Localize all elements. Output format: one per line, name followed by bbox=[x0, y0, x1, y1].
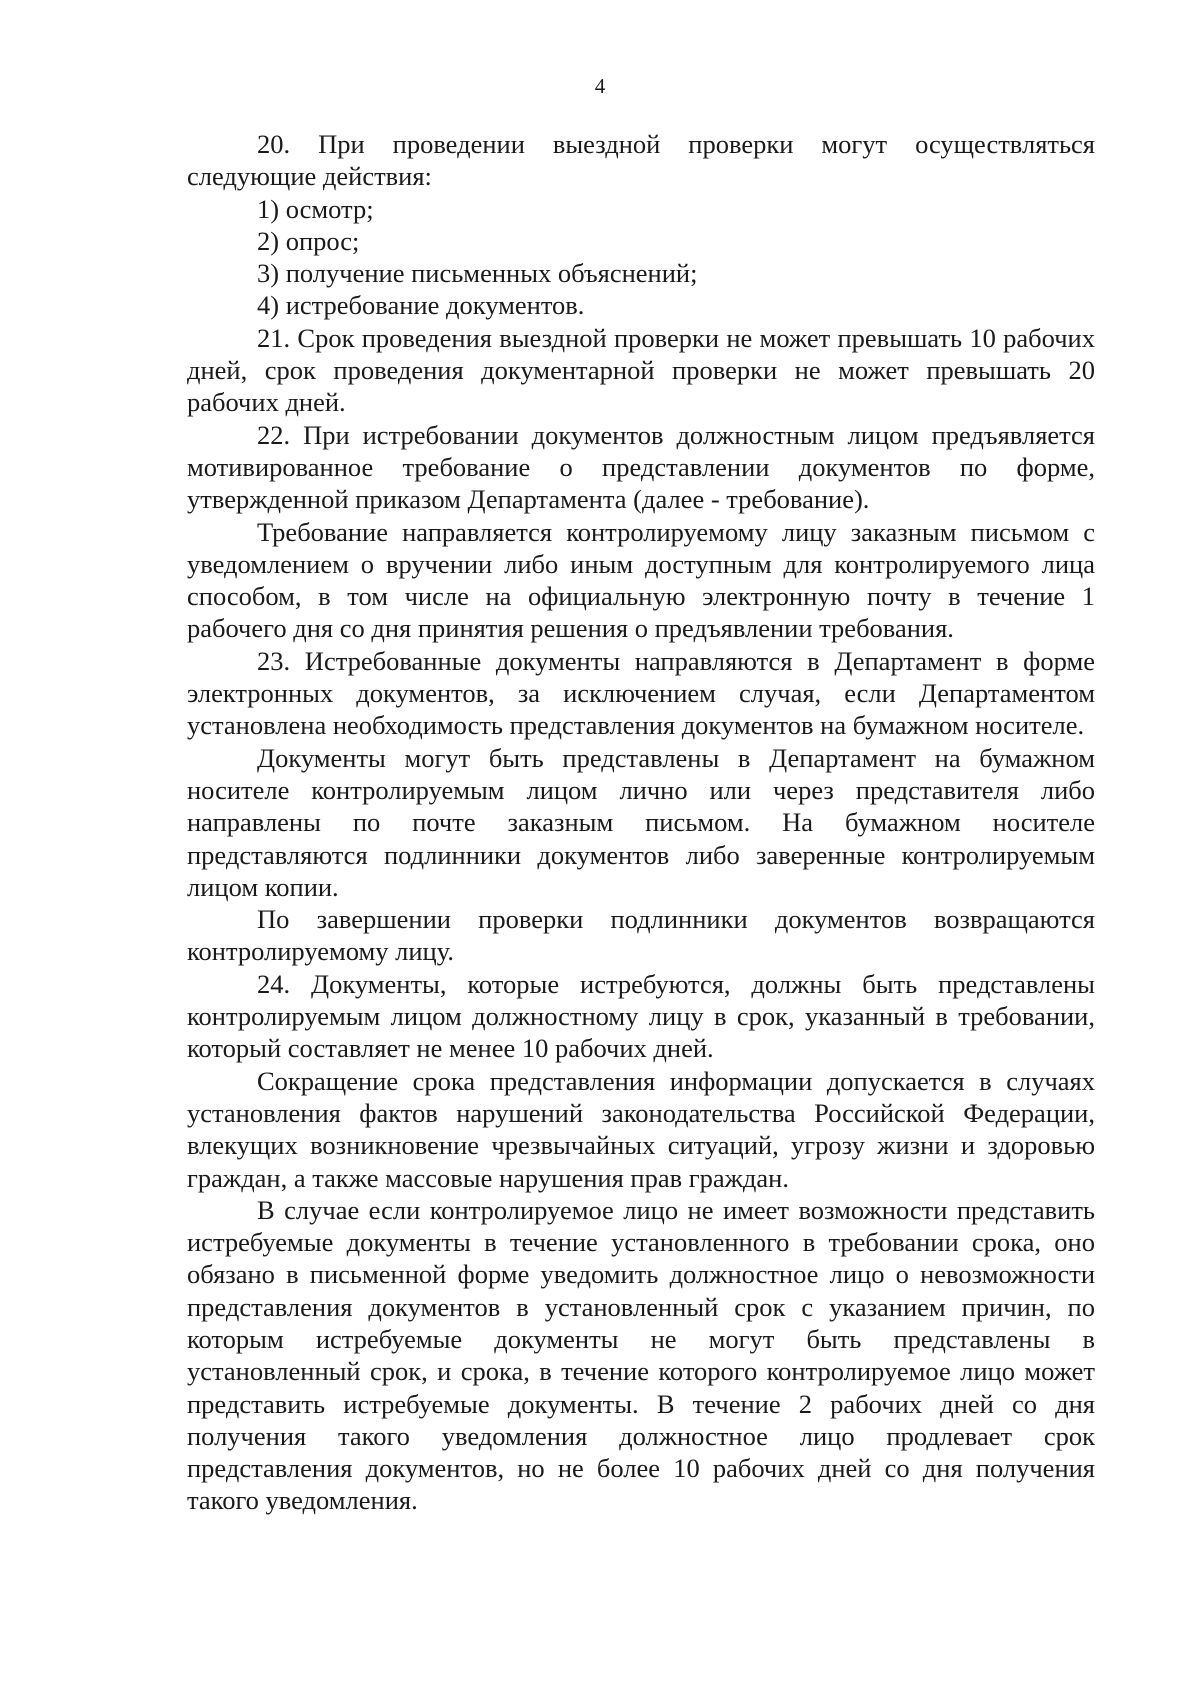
paragraph: По завершении проверки подлинники документов возвращаются контролируемому лицу. bbox=[187, 904, 1095, 967]
list-item: 4) истребование документов. bbox=[257, 290, 585, 321]
list-item: 1) осмотр; bbox=[257, 193, 374, 224]
paragraph-23: 23. Истребованные документы направляются в Департамент в форме электронных документов, за исключением случая, если Департаментом установлена необходимость представления документов на бумажном носителе. bbox=[187, 645, 1095, 741]
paragraph-20: 20. При проведении выездной проверки могут осуществляться следующие действия: bbox=[187, 129, 1095, 192]
paragraph-22: 22. При истребовании документов должностным лицом предъявляется мотивированное требование о представлении документов по форме, утвержденной приказом Департамента (далее - требование). bbox=[187, 419, 1095, 515]
paragraph: В случае если контролируемое лицо не имеет возможности представить истребуемые документы в течение установленного в требовании срока, оно обязано в письменной форме уведомить должностное лицо о невозможности представления документов в установленный срок с указанием причин, по которым истребуемые документы не могут быть представлены в установленный срок, и срока, в течение которого контролируемое лицо может представить истребуемые документы. В течение 2 рабочих дней со дня получения такого уведомления должностное лицо продлевает срок представления документов, но не более 10 рабочих дней со дня получения такого уведомления. bbox=[187, 1194, 1095, 1516]
paragraph: Документы могут быть представлены в Департамент на бумажном носителе контролируемым лицом лично или через представителя либо направлены по почте заказным письмом. На бумажном носителе представляются подлинники документов либо заверенные контролируемым лицом копии. bbox=[187, 742, 1095, 902]
paragraph: Сокращение срока представления информации допускается в случаях установления фактов нарушений законодательства Российской Федерации, влекущих возникновение чрезвычайных ситуаций, угрозу жизни и здоровью граждан, а также массовые нарушения прав граждан. bbox=[187, 1065, 1095, 1193]
paragraph-21: 21. Срок проведения выездной проверки не может превышать 10 рабочих дней, срок проведения документарной проверки не может превышать 20 рабочих дней. bbox=[187, 322, 1095, 418]
list-item: 3) получение письменных объяснений; bbox=[257, 258, 698, 289]
document-body bbox=[187, 128, 1095, 1517]
paragraph-24: 24. Документы, которые истребуются, должны быть представлены контролируемым лицом должностному лицу в срок, указанный в требовании, который составляет не менее 10 рабочих дней. bbox=[187, 968, 1095, 1064]
paragraph: Требование направляется контролируемому лицу заказным письмом с уведомлением о вручении либо иным доступным для контролируемого лица способом, в том числе на официальную электронную почту в течение 1 рабочего дня со дня принятия решения о предъявлении требования. bbox=[187, 516, 1095, 644]
page-number: 4 bbox=[594, 74, 606, 98]
list-item: 2) опрос; bbox=[257, 225, 360, 256]
